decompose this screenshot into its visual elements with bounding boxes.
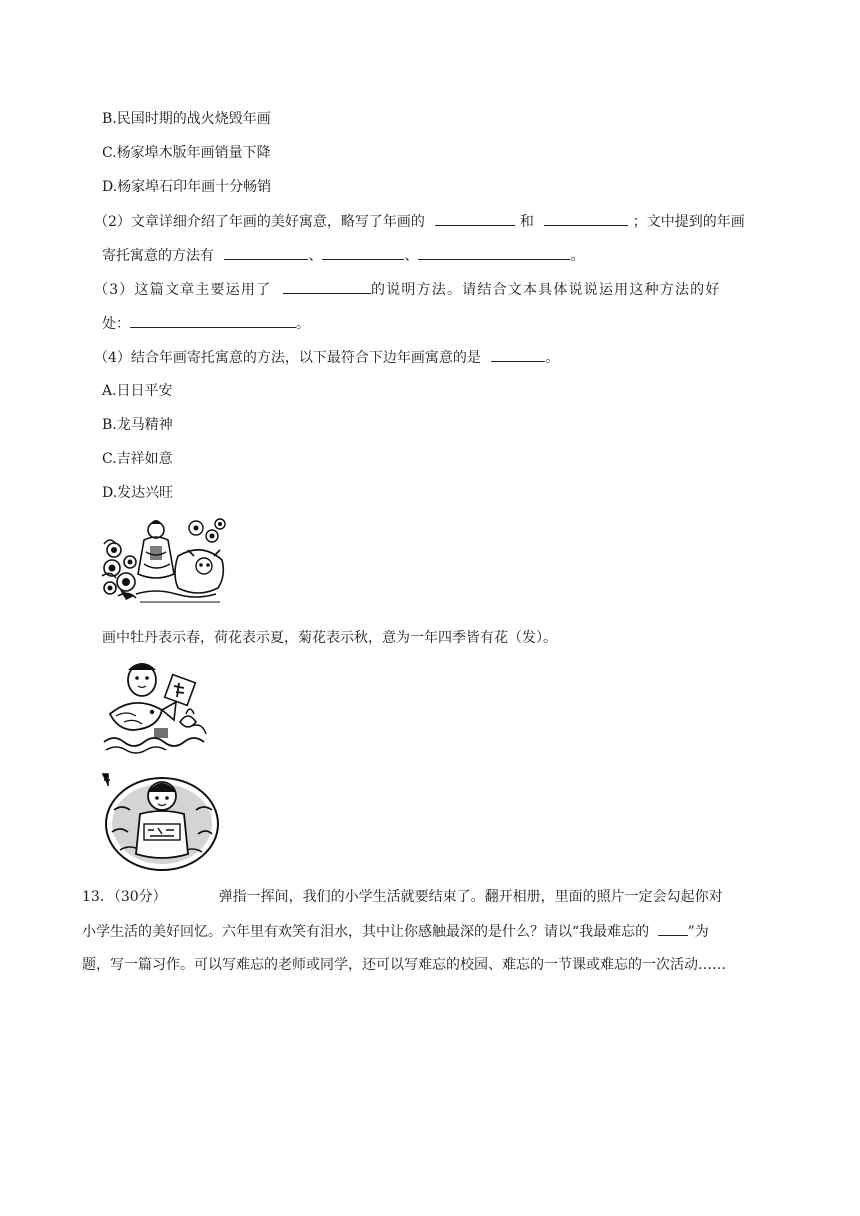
question-13-line-2 [82, 921, 709, 942]
q13-title-blank[interactable] [658, 921, 688, 936]
q4-text: （4）结合年画寄托寓意的方法，以下最符合下边年画寓意的是 [94, 350, 481, 366]
q4-option-c: C.吉祥如意 [102, 451, 173, 467]
q3-blank-2[interactable] [130, 313, 296, 328]
q2-sep-1: 、 [308, 248, 323, 264]
new-year-picture-fish-lotus [100, 656, 212, 756]
question-13-line-1 [82, 887, 723, 907]
q4-option-b: B.龙马精神 [102, 417, 173, 433]
q2-blank-4[interactable] [322, 245, 404, 260]
q2-blank-1[interactable] [435, 211, 515, 226]
q2-blank-3[interactable] [224, 245, 308, 260]
q2-text-method: 寄托寓意的方法有 [102, 248, 214, 264]
q13-text-2: 小学生活的美好回忆。六年里有欢笑有泪水，其中让你感触最深的是什么？请以“我最难忘的 [82, 924, 650, 940]
picture-caption: 画中牡丹表示春，荷花表示夏，菊花表示秋，意为一年四季皆有花（发）。 [102, 630, 557, 646]
q2-text-c: ；文中提到的年画 [632, 214, 745, 230]
q4-option-d: D.发达兴旺 [102, 485, 174, 501]
q3-text-b: 的说明方法。请结合文本具体说说运用这种方法的好 [370, 282, 721, 298]
option-b: B.民国时期的战火烧毁年画 [102, 111, 271, 127]
option-d: D.杨家埠石印年画十分畅销 [102, 179, 272, 195]
q2-blank-5[interactable] [418, 245, 570, 260]
q2-text-a: （2）文章详细介绍了年画的美好寓意，略写了年画的 [94, 214, 425, 230]
q4-option-a: A.日日平安 [102, 383, 173, 399]
new-year-picture-boy-ox [100, 516, 228, 606]
q2-blank-2[interactable] [544, 211, 628, 226]
q13-number: 13．（30分） [82, 889, 167, 905]
q4-end: 。 [545, 350, 560, 366]
question-4-prompt [94, 347, 559, 368]
q4-blank[interactable] [491, 347, 545, 362]
question-3-line-2 [102, 313, 310, 334]
question-2-line-2 [102, 245, 584, 266]
q3-text-a: （3）这篇文章主要运用了 [94, 282, 272, 298]
question-13-line-3: 题，写一篇习作。可以写难忘的老师或同学，还可以写难忘的校园、难忘的一节课或难忘的一次活动…… [82, 957, 726, 973]
q2-text-and: 和 [519, 214, 534, 230]
q2-sep-2: 、 [404, 248, 419, 264]
q13-text-2b: ”为 [687, 924, 709, 940]
question-2-line-1 [94, 211, 745, 232]
new-year-picture-round-portrait [100, 770, 222, 874]
q13-text-1: 弹指一挥间，我们的小学生活就要结束了。翻开相册，里面的照片一定会勾起你对 [218, 889, 723, 905]
q2-end: 。 [570, 248, 585, 264]
question-3-line-1 [94, 279, 721, 300]
q3-text-c: 处： [102, 316, 130, 332]
option-c: C.杨家埠木版年画销量下降 [102, 145, 271, 161]
q3-blank-1[interactable] [283, 279, 371, 294]
q3-end: 。 [296, 316, 310, 332]
